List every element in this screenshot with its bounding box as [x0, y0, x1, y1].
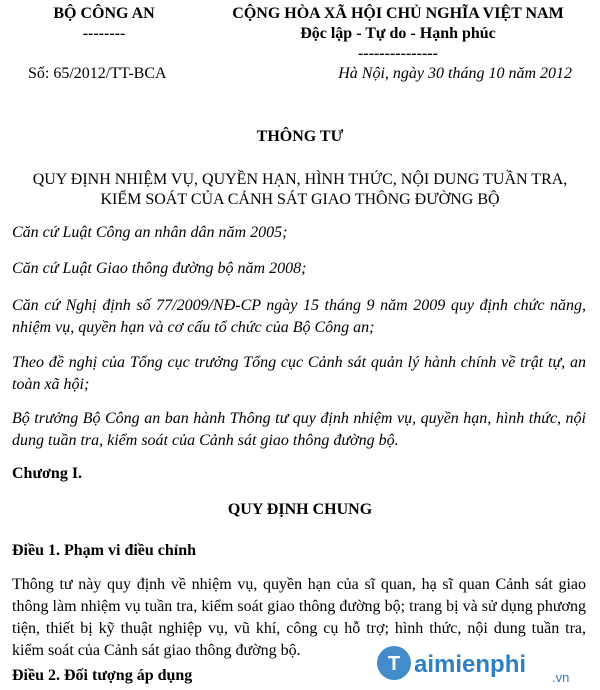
- svg-text:T: T: [387, 653, 401, 675]
- article-2-heading: Điều 2. Đối tượng áp dụng: [12, 667, 193, 684]
- national-header-block: [210, 4, 586, 64]
- article-1-heading: Điều 1. Phạm vi điều chỉnh: [12, 542, 197, 559]
- issuing-agency: BỘ CÔNG AN: [53, 5, 155, 22]
- document-place-date: Hà Nội, ngày 30 tháng 10 năm 2012: [338, 65, 572, 82]
- chapter-title: QUY ĐỊNH CHUNG: [227, 501, 373, 518]
- document-title-line-1: QUY ĐỊNH NHIỆM VỤ, QUYỀN HẠN, HÌNH THỨC, NỘI DUNG TUẦN TRA,: [32, 171, 568, 188]
- national-motto: Độc lập - Tự do - Hạnh phúc: [300, 25, 496, 42]
- motto-rule: ---------------: [358, 45, 438, 62]
- document-title: [30, 170, 570, 210]
- taimienphi-watermark-logo: [374, 640, 584, 686]
- document-number: Số: 65/2012/TT-BCA: [28, 65, 167, 82]
- national-title: CỘNG HÒA XÃ HỘI CHỦ NGHĨA VIỆT NAM: [232, 5, 564, 22]
- preamble-item: Bộ trưởng Bộ Công an ban hành Thông tư quy định nhiệm vụ, quyền hạn, hình thức, nội dung tuần tra, kiểm soát của Cảnh sát giao thông đường bộ.: [12, 410, 586, 449]
- document-type: THÔNG TƯ: [256, 128, 344, 145]
- preamble-item: Căn cứ Luật Giao thông đường bộ năm 2008;: [12, 260, 307, 277]
- watermark-suffix: .vn: [552, 670, 570, 685]
- agency-rule: --------: [82, 25, 126, 42]
- document-title-line-2: KIỂM SOÁT CỦA CẢNH SÁT GIAO THÔNG ĐƯỜNG BỘ: [100, 191, 500, 208]
- watermark-text: aimienphi: [414, 651, 527, 678]
- preamble-item: Theo đề nghị của Tổng cục trưởng Tổng cục Cảnh sát quản lý hành chính về trật tự, an toàn xã hội;: [12, 354, 586, 393]
- issuing-agency-block: [28, 4, 180, 44]
- preamble-item: Căn cứ Luật Công an nhân dân năm 2005;: [12, 224, 288, 241]
- preamble-item: Căn cứ Nghị định số 77/2009/NĐ-CP ngày 15 tháng 9 năm 2009 quy định chức năng, nhiệm vụ, quyền hạn và cơ cấu tổ chức của Bộ Công an;: [12, 297, 586, 336]
- article-1-body: Thông tư này quy định về nhiệm vụ, quyền hạn của sĩ quan, hạ sĩ quan Cảnh sát giao thông làm nhiệm vụ tuần tra, kiểm soát giao thông đường bộ; trang bị và sử dụng phương tiện, thiết bị kỹ thuật nghiệp vụ, vũ khí, công cụ hỗ trợ; hình thức, nội dung tuần tra, kiểm soát của Cảnh sát giao thông đường bộ.: [12, 576, 586, 659]
- taimienphi-logo-icon: [374, 640, 584, 686]
- chapter-label: Chương I.: [12, 465, 83, 482]
